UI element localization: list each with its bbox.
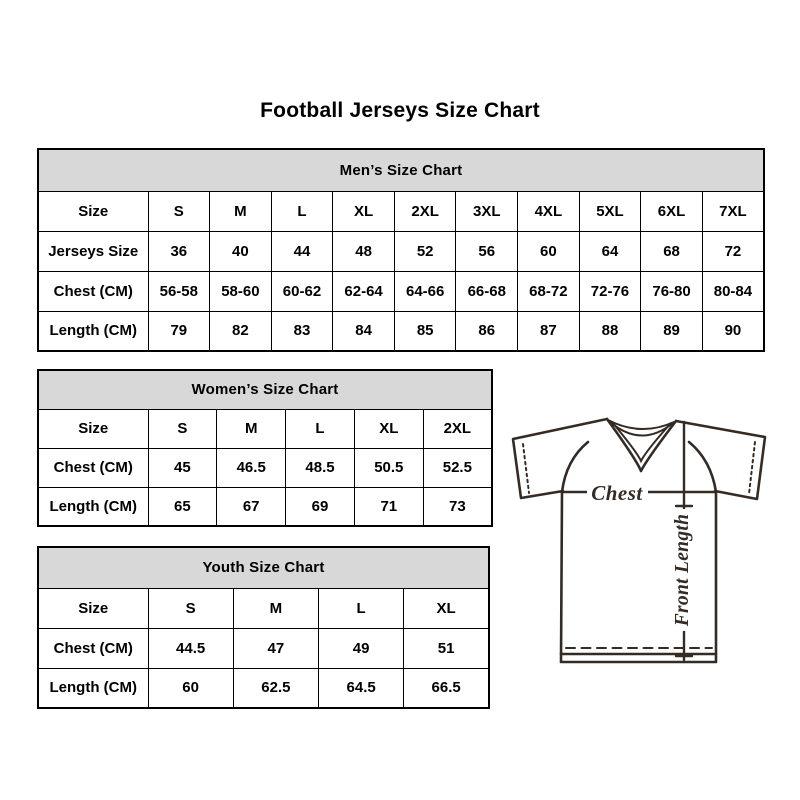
table-cell: 40: [210, 231, 272, 271]
table-cell: 66.5: [404, 668, 489, 708]
left-cuff-dotted-line: [523, 444, 529, 493]
table-cell: 56: [456, 231, 518, 271]
table-cell: M: [210, 191, 272, 231]
table-cell: XL: [354, 409, 423, 448]
table-cell: 80-84: [702, 271, 764, 311]
table-cell: 72: [702, 231, 764, 271]
table-cell: 71: [354, 487, 423, 526]
table-cell: L: [286, 409, 355, 448]
right-cuff-dotted-line: [749, 442, 755, 494]
table-cell: 58-60: [210, 271, 272, 311]
table-cell: 49: [319, 628, 404, 668]
table-cell: 65: [148, 487, 217, 526]
table-cell: S: [148, 409, 217, 448]
youth-size-table: [37, 546, 490, 709]
table-row: [38, 409, 492, 448]
table-cell: 62.5: [233, 668, 318, 708]
table-cell: 64: [579, 231, 641, 271]
jersey-left-armhole-seam: [562, 442, 588, 492]
table-cell: 85: [394, 311, 456, 351]
table-cell: L: [271, 191, 333, 231]
row-label: Chest (CM): [38, 628, 148, 668]
row-label: Length (CM): [38, 487, 148, 526]
table-cell: 2XL: [394, 191, 456, 231]
table-cell: 89: [641, 311, 703, 351]
table-cell: L: [319, 588, 404, 628]
table-row: [38, 448, 492, 487]
row-label: Size: [38, 588, 148, 628]
page-title: Football Jerseys Size Chart: [260, 99, 540, 122]
jersey-right-sleeve-outline: [676, 421, 765, 499]
row-label: Chest (CM): [38, 271, 148, 311]
table-cell: 88: [579, 311, 641, 351]
table-cell: 83: [271, 311, 333, 351]
womens-table-title: Women’s Size Chart: [38, 370, 492, 409]
table-cell: S: [148, 588, 233, 628]
table-cell: 56-58: [148, 271, 210, 311]
table-row: [38, 191, 764, 231]
table-cell: 52: [394, 231, 456, 271]
table-cell: 79: [148, 311, 210, 351]
table-cell: 68: [641, 231, 703, 271]
row-label: Size: [38, 191, 148, 231]
table-cell: 51: [404, 628, 489, 668]
row-label: Length (CM): [38, 668, 148, 708]
table-cell: 60: [148, 668, 233, 708]
table-cell: 67: [217, 487, 286, 526]
youth-table-title: Youth Size Chart: [38, 547, 489, 588]
table-cell: 76-80: [641, 271, 703, 311]
table-cell: 60: [518, 231, 580, 271]
mens-table-title: Men’s Size Chart: [38, 149, 764, 191]
table-cell: 72-76: [579, 271, 641, 311]
table-cell: 73: [423, 487, 492, 526]
table-cell: 87: [518, 311, 580, 351]
table-cell: 46.5: [217, 448, 286, 487]
table-cell: XL: [333, 191, 395, 231]
chest-measure-label: Chest: [591, 481, 643, 505]
table-cell: 82: [210, 311, 272, 351]
table-cell: 60-62: [271, 271, 333, 311]
table-row: [38, 311, 764, 351]
youth-table-title-row: [38, 547, 489, 588]
table-cell: 48: [333, 231, 395, 271]
table-cell: 86: [456, 311, 518, 351]
table-row: [38, 668, 489, 708]
table-row: [38, 487, 492, 526]
table-cell: 68-72: [518, 271, 580, 311]
row-label: Length (CM): [38, 311, 148, 351]
table-cell: 7XL: [702, 191, 764, 231]
table-cell: XL: [404, 588, 489, 628]
womens-size-table: [37, 369, 493, 527]
table-cell: 3XL: [456, 191, 518, 231]
table-cell: 5XL: [579, 191, 641, 231]
table-cell: 64.5: [319, 668, 404, 708]
table-cell: 48.5: [286, 448, 355, 487]
table-cell: S: [148, 191, 210, 231]
mens-size-table: [37, 148, 765, 352]
row-label: Size: [38, 409, 148, 448]
table-cell: 4XL: [518, 191, 580, 231]
front-length-measure-label: Front Length: [672, 513, 693, 627]
table-cell: 90: [702, 311, 764, 351]
table-row: [38, 588, 489, 628]
table-row: [38, 628, 489, 668]
table-cell: 84: [333, 311, 395, 351]
table-cell: 45: [148, 448, 217, 487]
table-cell: 36: [148, 231, 210, 271]
table-cell: 62-64: [333, 271, 395, 311]
row-label: Chest (CM): [38, 448, 148, 487]
table-cell: 50.5: [354, 448, 423, 487]
womens-table-title-row: [38, 370, 492, 409]
table-cell: 47: [233, 628, 318, 668]
table-cell: 66-68: [456, 271, 518, 311]
table-cell: 52.5: [423, 448, 492, 487]
table-cell: M: [217, 409, 286, 448]
mens-table-title-row: [38, 149, 764, 191]
table-cell: 44: [271, 231, 333, 271]
table-row: [38, 231, 764, 271]
row-label: Jerseys Size: [38, 231, 148, 271]
table-cell: 69: [286, 487, 355, 526]
table-cell: 2XL: [423, 409, 492, 448]
table-cell: 6XL: [641, 191, 703, 231]
table-cell: M: [233, 588, 318, 628]
table-cell: 44.5: [148, 628, 233, 668]
table-row: [38, 271, 764, 311]
jersey-right-armhole-seam: [689, 442, 716, 492]
jersey-measurement-diagram: [498, 398, 776, 680]
table-cell: 64-66: [394, 271, 456, 311]
